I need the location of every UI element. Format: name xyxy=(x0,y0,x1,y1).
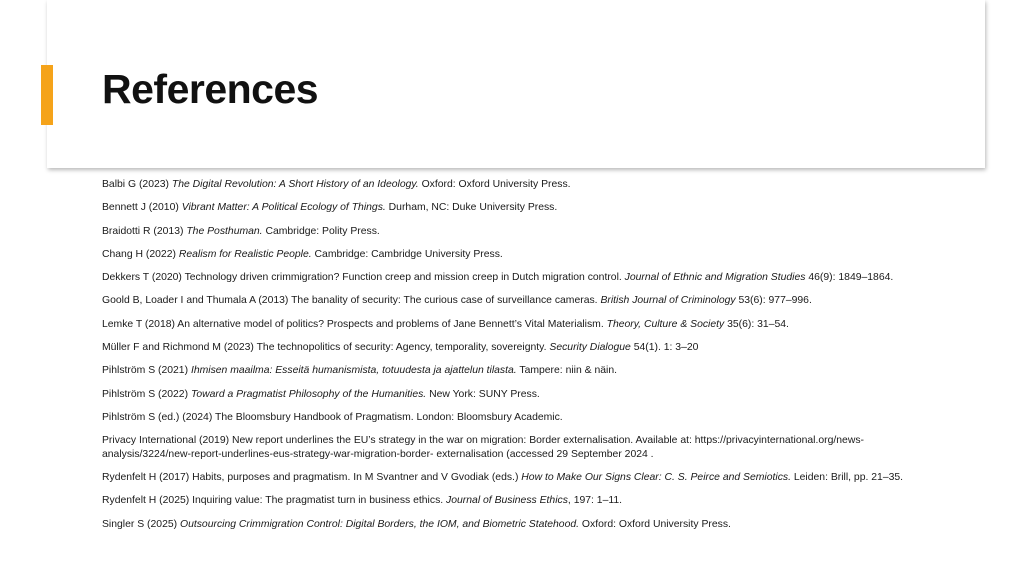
accent-bar xyxy=(41,65,53,125)
reference-list xyxy=(102,178,932,541)
reference-item: Chang H (2022) Realism for Realistic People. Cambridge: Cambridge University Press. xyxy=(102,248,503,260)
reference-item: Braidotti R (2013) The Posthuman. Cambridge: Polity Press. xyxy=(102,225,380,237)
reference-item: Dekkers T (2020) Technology driven crimmigration? Function creep and mission creep in Dutch migration control. Journal of Ethnic and Migration Studies 46(9): 1849–1864. xyxy=(102,272,894,284)
reference-item: Rydenfelt H (2017) Habits, purposes and pragmatism. In M Svantner and V Gvodiak (eds.) How to Make Our Signs Clear: C. S. Peirce and Semiotics. Leiden: Brill, pp. 21–35. xyxy=(102,472,904,484)
reference-item: Pihlström S (2022) Toward a Pragmatist Philosophy of the Humanities. New York: SUNY Press. xyxy=(102,388,540,400)
reference-item: Pihlström S (ed.) (2024) The Bloomsbury Handbook of Pragmatism. London: Bloomsbury Academic. xyxy=(102,411,563,423)
reference-item: Rydenfelt H (2025) Inquiring value: The pragmatist turn in business ethics. Journal of Business Ethics, 197: 1–11. xyxy=(102,495,623,507)
reference-item: Pihlström S (2021) Ihmisen maailma: Esseitä humanismista, totuudesta ja ajattelun tilasta. Tampere: niin & näin. xyxy=(102,365,617,377)
reference-item: Müller F and Richmond M (2023) The technopolitics of security: Agency, temporality, sovereignty. Security Dialogue 54(1). 1: 3–20 xyxy=(102,342,699,354)
reference-item: Privacy International (2019) New report underlines the EU’s strategy in the war on migration: Border externalisation. Available at: https://privacyinternational.org/news-analysis/3224/new-report-underlines-eus-strategy-war-migration-border- externalisation (accessed 29 September 2024 . xyxy=(102,435,864,460)
reference-item: Balbi G (2023) The Digital Revolution: A Short History of an Ideology. Oxford: Oxford University Press. xyxy=(102,179,571,190)
reference-item: Bennett J (2010) Vibrant Matter: A Political Ecology of Things. Durham, NC: Duke University Press. xyxy=(102,202,558,214)
page-title: References xyxy=(102,66,319,112)
reference-item: Lemke T (2018) An alternative model of politics? Prospects and problems of Jane Bennett’s Vital Materialism. Theory, Culture & Society 35(6): 31–54. xyxy=(102,318,789,330)
reference-item: Singler S (2025) Outsourcing Crimmigration Control: Digital Borders, the IOM, and Biometric Statehood. Oxford: Oxford University Press. xyxy=(102,518,731,530)
reference-item: Goold B, Loader I and Thumala A (2013) The banality of security: The curious case of surveillance cameras. British Journal of Criminology 53(6): 977–996. xyxy=(102,295,812,307)
